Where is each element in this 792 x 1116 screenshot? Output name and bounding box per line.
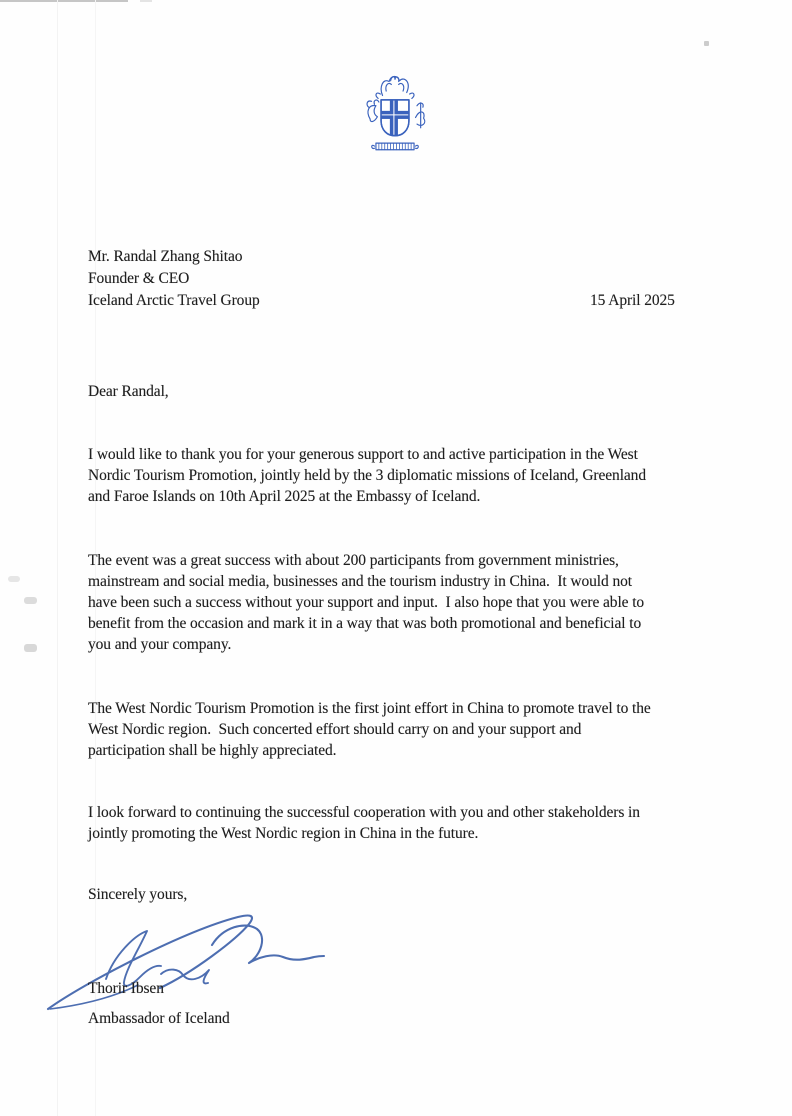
recipient-company: Iceland Arctic Travel Group [88,292,260,309]
scan-artifact-top-right-speck [704,41,709,46]
paragraph-line: you and your company. [88,636,232,653]
paragraph-line: mainstream and social media, businesses and the tourism industry in China. It would not [88,573,632,590]
paragraph-line: and Faroe Islands on 10th April 2025 at the Embassy of Iceland. [88,488,481,505]
paragraph-line: benefit from the occasion and mark it in a way that was both promotional and beneficial to [88,615,642,632]
scan-artifact-left-smudge-2 [24,597,37,604]
scan-artifact-left-smudge-1 [8,576,20,582]
signer-name: Thorir Ibsen [88,980,164,997]
paragraph-line: The event was a great success with about 200 participants from government ministries, [88,552,619,569]
scan-artifact-vertical-line-1 [57,0,58,1116]
paragraph-line: West Nordic region. Such concerted effort should carry on and your support and [88,721,582,738]
paragraph-line: I would like to thank you for your generous support to and active participation in the West [88,446,638,463]
recipient-name: Mr. Randal Zhang Shitao [88,248,243,265]
recipient-title: Founder & CEO [88,270,190,287]
paragraph-line: have been such a success without your support and input. I also hope that you were able to [88,594,645,611]
paragraph-3 [88,698,651,761]
closing-phrase: Sincerely yours, [88,886,188,903]
paragraph-2 [88,550,644,655]
scan-artifact-left-smudge-3 [24,644,37,652]
recipient-block [88,246,260,312]
scan-artifact-top-band-2 [140,0,152,2]
signer-block [88,978,230,1030]
paragraph-4 [88,802,640,844]
paragraph-line: I look forward to continuing the successful cooperation with you and other stakeholders in [88,804,640,821]
scan-artifact-top-band [0,0,128,2]
salutation: Dear Randal, [88,383,169,400]
paragraph-line: Nordic Tourism Promotion, jointly held by the 3 diplomatic missions of Iceland, Greenland [88,467,646,484]
letter-date: 15 April 2025 [590,292,675,309]
iceland-coat-of-arms-icon [358,72,432,160]
paragraph-line: participation shall be highly appreciated. [88,742,337,759]
paragraph-1 [88,444,646,507]
paragraph-line: jointly promoting the West Nordic region in China in the future. [88,825,479,842]
signer-title: Ambassador of Iceland [88,1010,230,1027]
paragraph-line: The West Nordic Tourism Promotion is the first joint effort in China to promote travel to the [88,700,651,717]
